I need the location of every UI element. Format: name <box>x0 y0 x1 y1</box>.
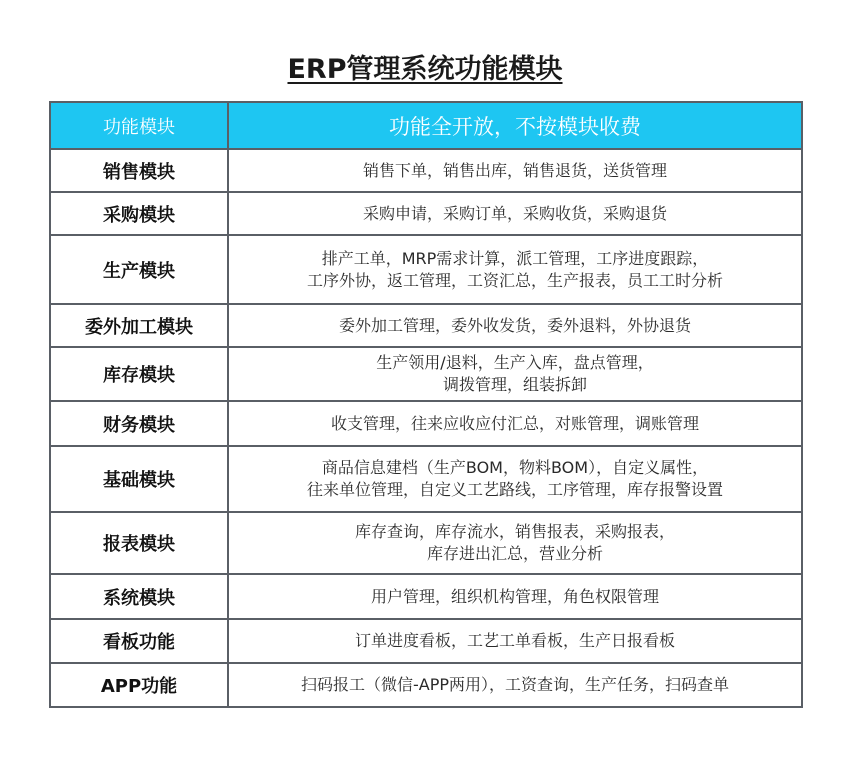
table-row <box>50 401 802 446</box>
table-row <box>50 149 802 192</box>
module-name: APP功能 <box>50 663 228 707</box>
feature-line: 扫码报工（微信-APP两用），工资查询，生产任务，扫码查单 <box>300 675 730 694</box>
module-features <box>228 401 802 446</box>
module-name: 生产模块 <box>50 235 228 304</box>
table-header-row <box>50 102 802 149</box>
feature-line: 工序外协，返工管理，工资汇总，生产报表，员工工时分析 <box>306 270 723 290</box>
page-title-text: ERP管理系统功能模块 <box>287 54 563 85</box>
feature-line: 往来单位管理，自定义工艺路线，工序管理，库存报警设置 <box>306 480 723 499</box>
feature-line: 采购申请，采购订单，采购收货，采购退货 <box>362 203 667 223</box>
module-name: 看板功能 <box>50 619 228 663</box>
module-name: 库存模块 <box>50 347 228 401</box>
header-feature-column: 功能全开放，不按模块收费 <box>228 102 802 149</box>
module-features <box>228 304 802 347</box>
table-row <box>50 619 802 663</box>
module-features <box>228 235 802 304</box>
feature-line: 生产领用/退料，生产入库，盘点管理， <box>376 353 654 372</box>
module-name: 系统模块 <box>50 574 228 619</box>
table-row <box>50 192 802 235</box>
feature-line: 库存查询，库存流水，销售报表，采购报表， <box>354 522 675 541</box>
module-features <box>228 619 802 663</box>
module-name: 委外加工模块 <box>50 304 228 347</box>
module-name: 采购模块 <box>50 192 228 235</box>
feature-line: 委外加工管理，委外收发货，委外退料，外协退货 <box>338 315 691 335</box>
feature-line: 调拨管理，组装拆卸 <box>442 375 587 394</box>
table-row <box>50 574 802 619</box>
page-title <box>0 52 850 88</box>
module-features <box>228 192 802 235</box>
feature-line: 销售下单，销售出库，销售退货，送货管理 <box>362 160 667 180</box>
module-features <box>228 446 802 512</box>
module-name: 基础模块 <box>50 446 228 512</box>
module-name: 财务模块 <box>50 401 228 446</box>
table-row <box>50 446 802 512</box>
module-features <box>228 149 802 192</box>
header-module-column: 功能模块 <box>50 102 228 149</box>
table-row <box>50 235 802 304</box>
module-name: 报表模块 <box>50 512 228 574</box>
feature-line: 排产工单，MRP需求计算，派工管理，工序进度跟踪， <box>321 248 709 268</box>
table-row <box>50 347 802 401</box>
feature-line: 收支管理，往来应收应付汇总，对账管理，调账管理 <box>330 413 699 433</box>
module-features <box>228 663 802 707</box>
feature-line: 库存进出汇总，营业分析 <box>426 544 603 563</box>
table-row <box>50 304 802 347</box>
erp-module-table <box>49 101 803 708</box>
table-row <box>50 512 802 574</box>
module-name: 销售模块 <box>50 149 228 192</box>
feature-line: 用户管理，组织机构管理，角色权限管理 <box>370 586 659 606</box>
module-features <box>228 574 802 619</box>
module-features <box>228 512 802 574</box>
feature-line: 商品信息建档（生产BOM，物料BOM），自定义属性， <box>321 458 709 477</box>
table-row <box>50 663 802 707</box>
module-features <box>228 347 802 401</box>
feature-line: 订单进度看板，工艺工单看板，生产日报看板 <box>354 631 675 650</box>
